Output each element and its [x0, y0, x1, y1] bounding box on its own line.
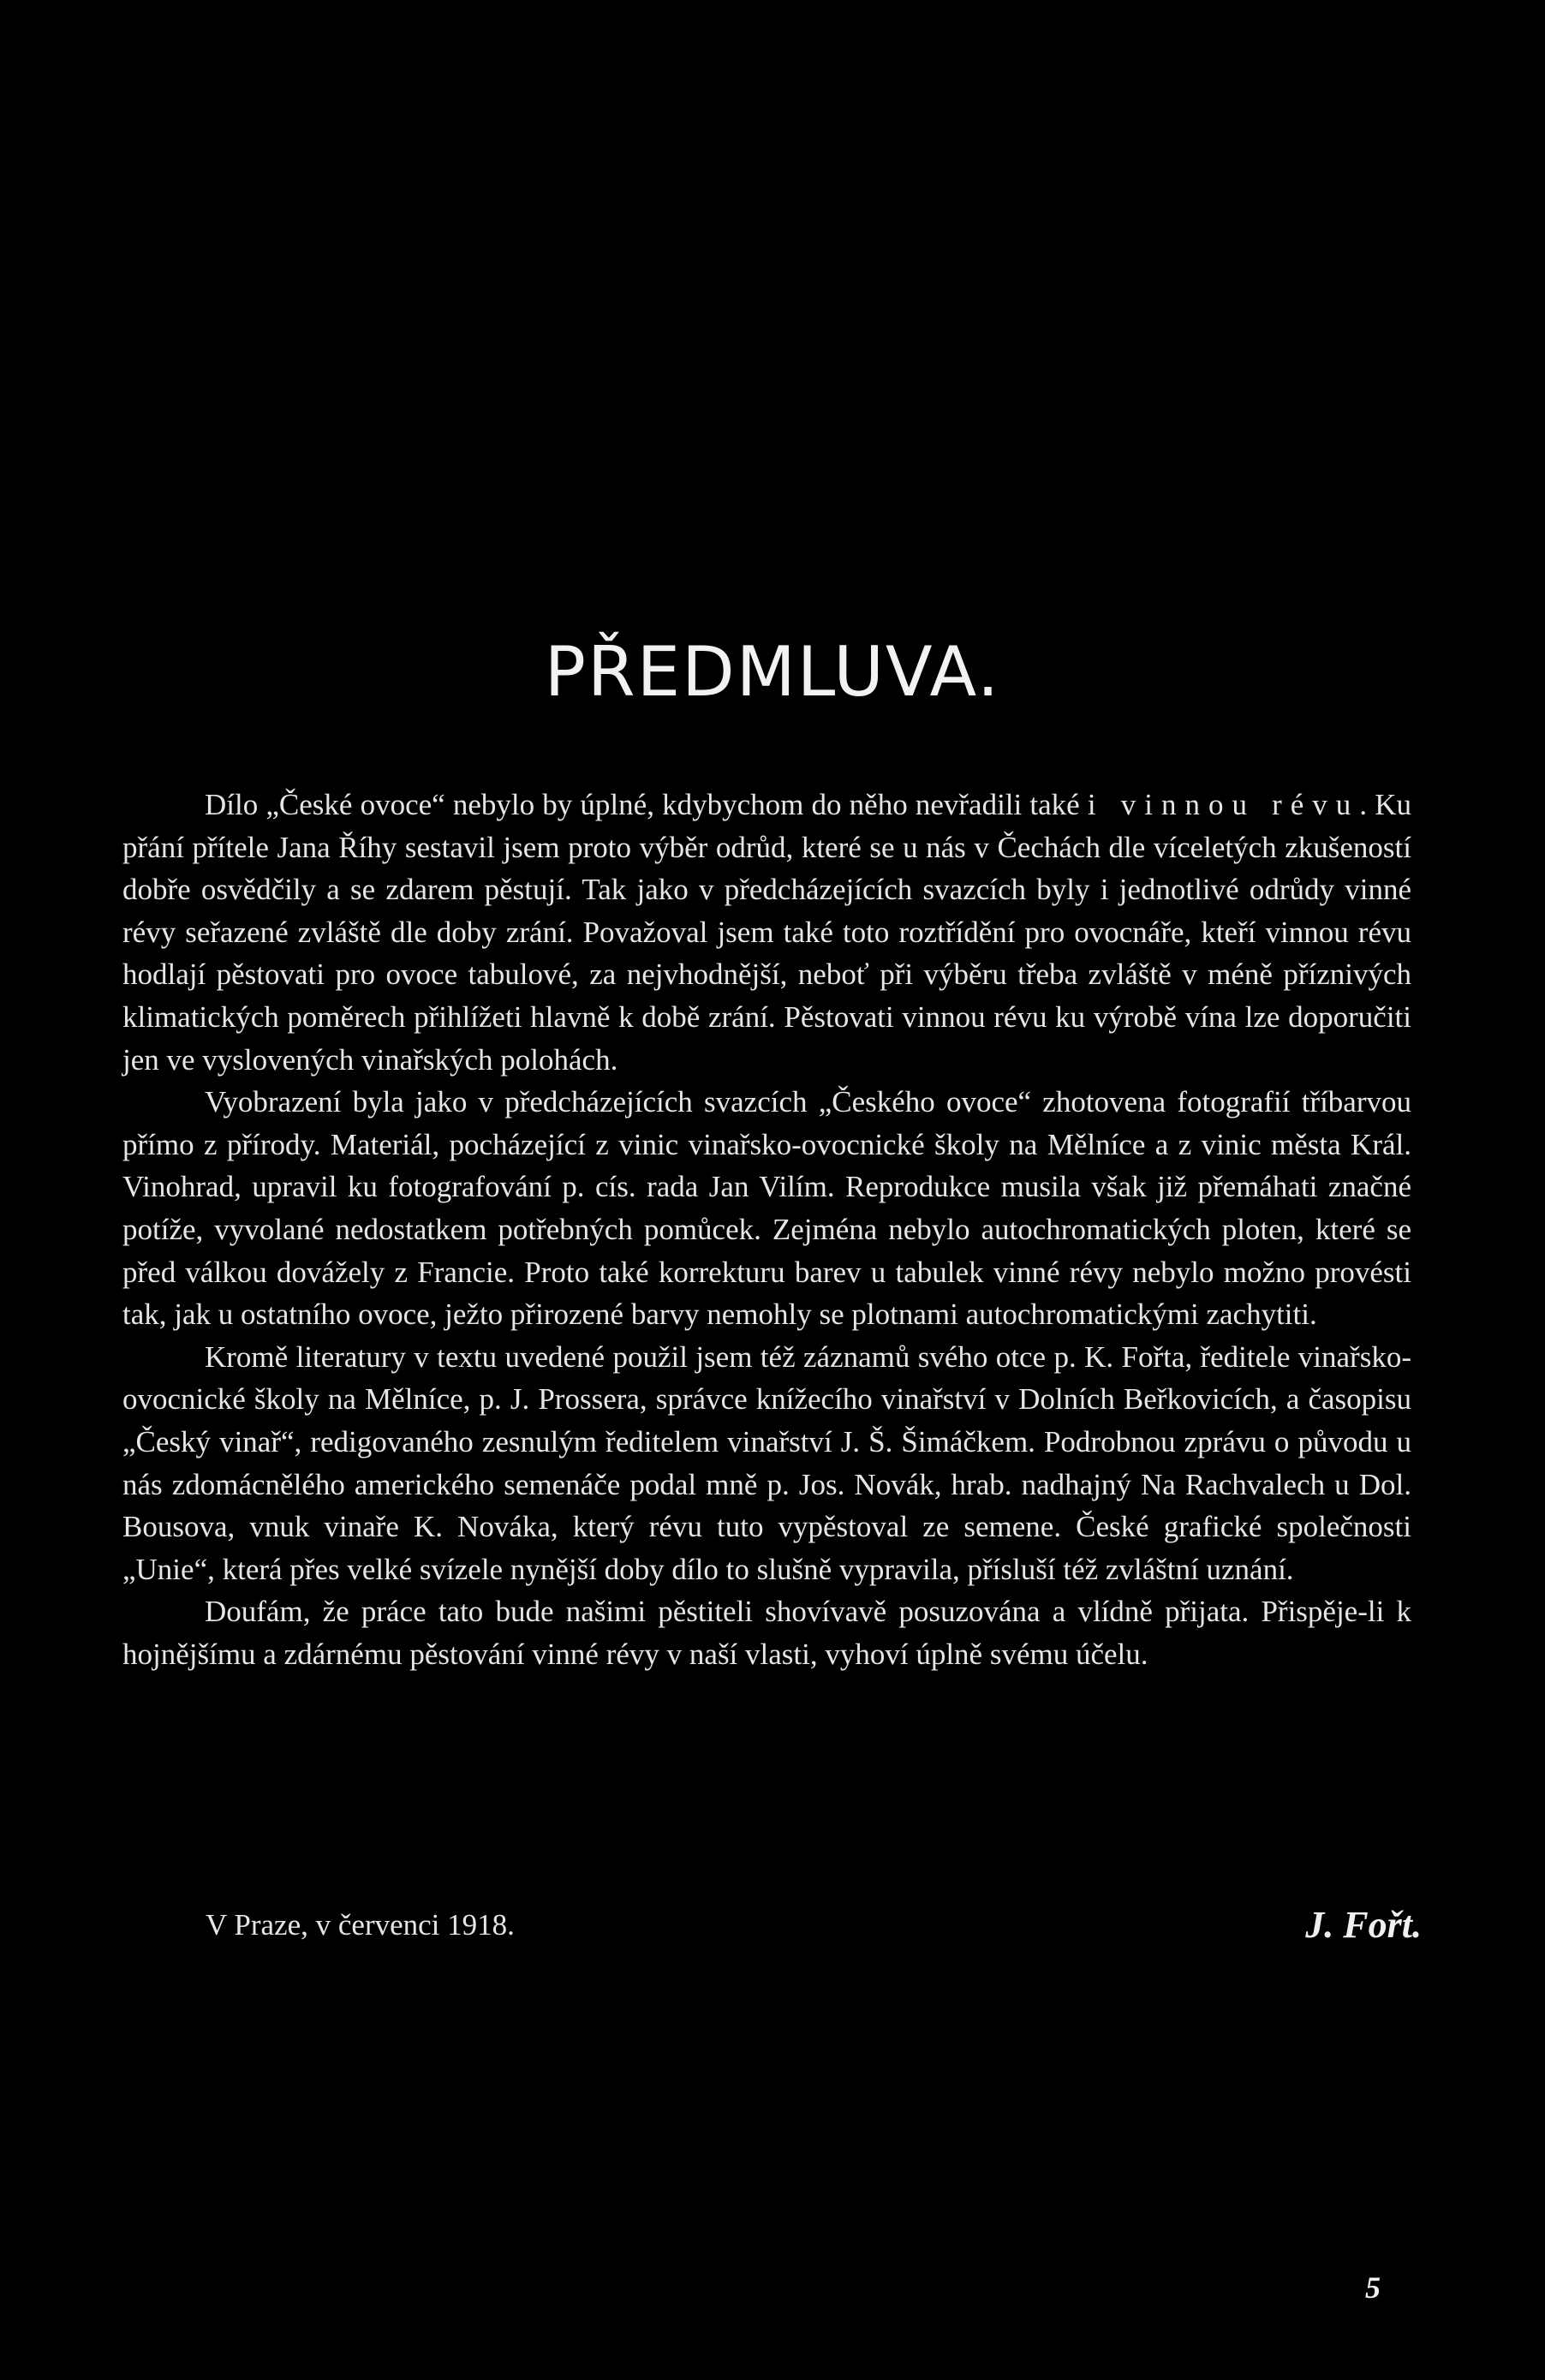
page-number: 5: [1365, 2270, 1381, 2305]
paragraph-1-emphasis: i vinnou révu: [1087, 788, 1360, 821]
preface-body: [122, 784, 1411, 1675]
paragraph-1-lead: Dílo „České ovoce“ nebylo by úplné, kdybychom do něho nevřadili také: [205, 788, 1088, 821]
author-signature: J. Fořt.: [1305, 1904, 1422, 1946]
page-title: PŘEDMLUVA.: [544, 632, 1001, 712]
place-date: V Praze, v červenci 1918.: [206, 1908, 515, 1942]
paragraph-4: Doufám, že práce tato bude našimi pěstiteli shovívavě posuzována a vlídně přijata. Přispěje-li k hojnějšímu a zdárnému pěstování vinné révy v naší vlasti, vyhoví úplně svému účelu.: [122, 1595, 1411, 1671]
paragraph-1-rest: . Ku přání přítele Jana Říhy sestavil jsem proto výběr odrůd, které se u nás v Čechách dle víceletých zkušeností dobře osvědčily a se zdarem pěstují. Tak jako v předcházejících svazcích byly i jednotlivé odrůdy vinné révy seřazené zvláště dle doby zrání. Považoval jsem také toto roztřídění pro ovocnáře, kteří vinnou révu hodlají pěstovati pro ovoce tabulové, za nejvhodnější, neboť při výběru třeba zvláště v méně příznivých klimatických poměrech přihlížeti hlavně k době zrání. Pěstovati vinnou révu ku výrobě vína lze doporučiti jen ve vyslovených vinařských polohách.: [122, 788, 1411, 1077]
paragraph-1: [122, 784, 1411, 1081]
paragraph-2: Vyobrazení byla jako v předcházejících svazcích „Českého ovoce“ zhotovena fotografií tříbarvou přímo z přírody. Materiál, pocházející z vinic vinařsko-ovocnické školy na Mělníce a z vinic města Král. Vinohrad, upravil ku fotografování p. cís. rada Jan Vilím. Reprodukce musila však již přemáhati značné potíže, vyvolané nedostatkem potřebných pomůcek. Zejména nebylo autochromatických ploten, které se před válkou dovážely z Francie. Proto také korrekturu barev u tabulek vinné révy nebylo možno provésti tak, jak u ostatního ovoce, ježto přirozené barvy nemohly se plotnami autochromatickými zachytiti.: [122, 1085, 1411, 1332]
paragraph-3: Kromě literatury v textu uvedené použil jsem též záznamů svého otce p. K. Fořta, ředitele vinařsko-ovocnické školy na Mělníce, p. J. Prossera, správce knížecího vinařství v Dolních Beřkovicích, a časopisu „Český vinař“, redigovaného zesnulým ředitelem vinařství J. Š. Šimáčkem. Podrobnou zprávu o původu u nás zdomácnělého amerického semenáče podal mně p. Jos. Novák, hrab. nadhajný Na Rachvalech u Dol. Bousova, vnuk vinaře K. Nováka, který révu tuto vypěstoval ze semene. České grafické společnosti „Unie“, která přes velké svízele nynější doby dílo to slušně vypravila, přísluší též zvláštní uznání.: [122, 1339, 1411, 1586]
signature-block: [206, 1904, 1422, 1959]
